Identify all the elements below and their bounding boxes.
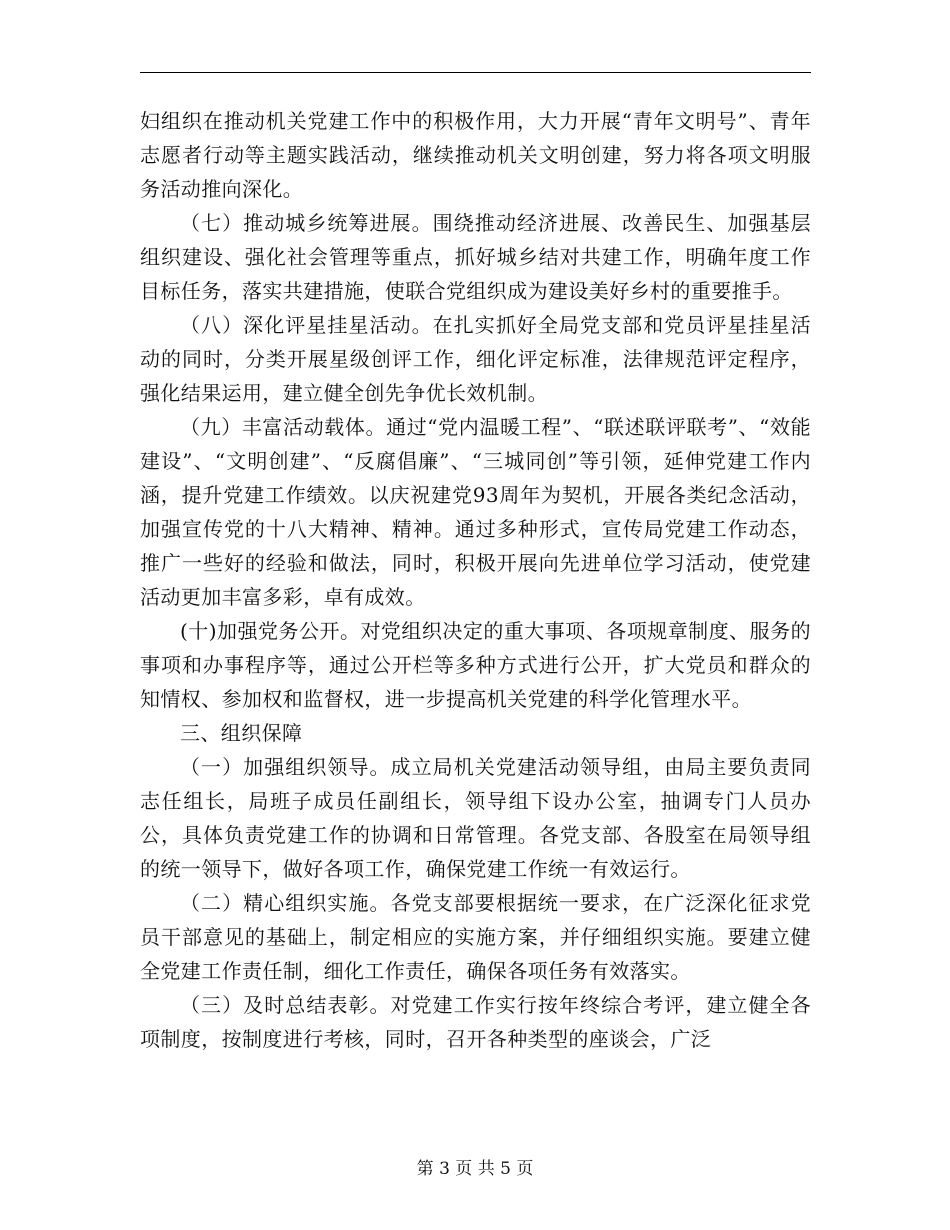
paragraph: （三）及时总结表彰。对党建工作实行按年终综合考评，建立健全各项制度，按制度进行考核，同时，召开各种类型的座谈会，广泛 [140, 993, 811, 1051]
paragraph: （七）推动城乡统筹进展。围绕推动经济进展、改善民生、加强基层组织建设、强化社会管理等重点，抓好城乡结对共建工作，明确年度工作目标任务，落实共建措施，使联合党组织成为建设美好乡村的重要推手。 [140, 211, 811, 303]
paragraph: （八）深化评星挂星活动。在扎实抓好全局党支部和党员评星挂星活动的同时，分类开展星级创评工作，细化评定标准，法律规范评定程序，强化结果运用，建立健全创先争优长效机制。 [140, 313, 811, 405]
document-body [140, 104, 811, 1056]
paragraph: （九）丰富活动载体。通过“党内温暖工程”、“联述联评联考”、“效能建设”、“文明创建”、“反腐倡廉”、“三城同创”等引领，延伸党建工作内涵，提升党建工作绩效。以庆祝建党93周年为契机，开展各类纪念活动，加强宣传党的十八大精神、精神。通过多种形式，宣传局党建工作动态，推广一些好的经验和做法，同时，积极开展向先进单位学习活动，使党建活动更加丰富多彩，卓有成效。 [140, 415, 811, 609]
paragraph: （一）加强组织领导。成立局机关党建活动领导组，由局主要负责同志任组长，局班子成员任副组长，领导组下设办公室，抽调专门人员办公，具体负责党建工作的协调和日常管理。各党支部、各股室在局领导组的统一领导下，做好各项工作，确保党建工作统一有效运行。 [140, 755, 811, 881]
paragraph: (十)加强党务公开。对党组织决定的重大事项、各项规章制度、服务的事项和办事程序等，通过公开栏等多种方式进行公开，扩大党员和群众的知情权、参加权和监督权，进一步提高机关党建的科学化管理水平。 [140, 619, 811, 711]
paragraph: （二）精心组织实施。各党支部要根据统一要求，在广泛深化征求党员干部意见的基础上，制定相应的实施方案，并仔细组织实施。要建立健全党建工作责任制，细化工作责任，确保各项任务有效落实。 [140, 891, 811, 983]
section-heading: 三、组织保障 [180, 721, 303, 745]
page-number-footer: 第 3 页 共 5 页 [416, 1159, 534, 1179]
header-rule [140, 72, 811, 73]
paragraph: 妇组织在推动机关党建工作中的积极作用，大力开展“青年文明号”、青年志愿者行动等主题实践活动，继续推动机关文明创建，努力将各项文明服务活动推向深化。 [140, 109, 811, 201]
